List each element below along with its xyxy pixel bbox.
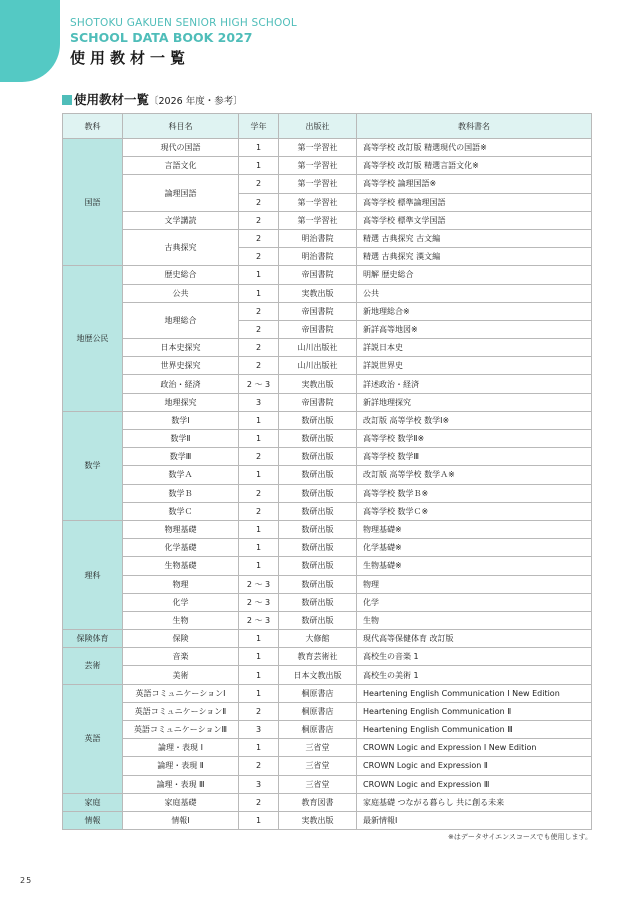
page-number: 25 <box>20 876 33 885</box>
publisher-cell: 実教出版 <box>279 811 357 829</box>
course-cell: 政治・経済 <box>123 375 239 393</box>
book-cell: 高等学校 数学Ｂ※ <box>357 484 592 502</box>
publisher-cell: 数研出版 <box>279 448 357 466</box>
grade-cell: 1 <box>239 266 279 284</box>
col-header-publisher: 出版社 <box>279 114 357 139</box>
col-header-book: 教科書名 <box>357 114 592 139</box>
table-row <box>63 593 592 611</box>
grade-cell: 2 <box>239 175 279 193</box>
book-cell: 詳述政治・経済 <box>357 375 592 393</box>
course-cell: 英語コミュニケーションⅡ <box>123 702 239 720</box>
book-cell: 高等学校 改訂版 精選言語文化※ <box>357 157 592 175</box>
table-row <box>63 229 592 247</box>
table-row <box>63 648 592 666</box>
publisher-cell: 第一学習社 <box>279 193 357 211</box>
book-cell: 物理基礎※ <box>357 520 592 538</box>
course-cell: 数学Ⅲ <box>123 448 239 466</box>
course-cell: 日本史探究 <box>123 339 239 357</box>
course-cell: 生物 <box>123 611 239 629</box>
col-header-course: 科目名 <box>123 114 239 139</box>
publisher-cell: 山川出版社 <box>279 339 357 357</box>
table-row <box>63 466 592 484</box>
publisher-cell: 帝国書院 <box>279 393 357 411</box>
grade-cell: 1 <box>239 666 279 684</box>
col-header-subject: 教科 <box>63 114 123 139</box>
grade-cell: 1 <box>239 684 279 702</box>
table-row <box>63 339 592 357</box>
course-cell: 世界史探究 <box>123 357 239 375</box>
book-cell: CROWN Logic and Expression Ⅱ <box>357 757 592 775</box>
corner-decoration <box>0 0 60 82</box>
grade-cell: 1 <box>239 411 279 429</box>
course-cell: 数学Ｃ <box>123 502 239 520</box>
book-cell: CROWN Logic and Expression Ⅲ <box>357 775 592 793</box>
table-row <box>63 484 592 502</box>
table-row <box>63 757 592 775</box>
section-title <box>62 90 243 108</box>
course-cell: 論理・表現 Ⅰ <box>123 739 239 757</box>
table-row <box>63 539 592 557</box>
book-cell: 詳説世界史 <box>357 357 592 375</box>
course-cell: 英語コミュニケーションⅢ <box>123 721 239 739</box>
book-cell: 高等学校 改訂版 精選現代の国語※ <box>357 139 592 157</box>
course-cell: 文学講読 <box>123 211 239 229</box>
book-cell: 化学基礎※ <box>357 539 592 557</box>
course-cell: 生物基礎 <box>123 557 239 575</box>
course-cell: 物理基礎 <box>123 520 239 538</box>
publisher-cell: 教育芸術社 <box>279 648 357 666</box>
publisher-cell: 桐原書店 <box>279 721 357 739</box>
subject-cell: 英語 <box>63 684 123 793</box>
course-cell: 数学Ｂ <box>123 484 239 502</box>
course-cell: 論理国語 <box>123 175 239 211</box>
table-row <box>63 739 592 757</box>
course-cell: 数学Ⅱ <box>123 430 239 448</box>
publisher-cell: 帝国書院 <box>279 320 357 338</box>
grade-cell: 1 <box>239 139 279 157</box>
course-cell: 現代の国語 <box>123 139 239 157</box>
book-cell: 高等学校 標準文学国語 <box>357 211 592 229</box>
publisher-cell: 数研出版 <box>279 466 357 484</box>
book-cell: 改訂版 高等学校 数学Ⅰ※ <box>357 411 592 429</box>
book-cell: 精選 古典探究 漢文編 <box>357 248 592 266</box>
book-cell: 高校生の音楽 1 <box>357 648 592 666</box>
course-cell: 地理総合 <box>123 302 239 338</box>
table-header-row <box>63 114 592 139</box>
course-cell: 英語コミュニケーションⅠ <box>123 684 239 702</box>
grade-cell: 1 <box>239 466 279 484</box>
course-cell: 歴史総合 <box>123 266 239 284</box>
table-row <box>63 811 592 829</box>
grade-cell: 3 <box>239 721 279 739</box>
publisher-cell: 教育図書 <box>279 793 357 811</box>
publisher-cell: 山川出版社 <box>279 357 357 375</box>
course-cell: 音楽 <box>123 648 239 666</box>
course-cell: 数学Ａ <box>123 466 239 484</box>
publisher-cell: 第一学習社 <box>279 211 357 229</box>
grade-cell: 2 <box>239 229 279 247</box>
grade-cell: 1 <box>239 630 279 648</box>
grade-cell: 1 <box>239 430 279 448</box>
grade-cell: 2 ～ 3 <box>239 375 279 393</box>
book-cell: 詳説日本史 <box>357 339 592 357</box>
publisher-cell: 数研出版 <box>279 502 357 520</box>
book-cell: 家庭基礎 つながる暮らし 共に創る未来 <box>357 793 592 811</box>
book-cell: 高等学校 標準論理国語 <box>357 193 592 211</box>
table-row <box>63 393 592 411</box>
table-row <box>63 284 592 302</box>
section-title-text: 使用教材一覧 <box>74 92 150 107</box>
page-title: 使用教材一覧 <box>70 49 191 67</box>
grade-cell: 1 <box>239 284 279 302</box>
book-cell: 高等学校 数学Ⅲ <box>357 448 592 466</box>
table-row <box>63 630 592 648</box>
table-row <box>63 793 592 811</box>
grade-cell: 1 <box>239 739 279 757</box>
subject-cell: 数学 <box>63 411 123 520</box>
grade-cell: 2 <box>239 502 279 520</box>
grade-cell: 1 <box>239 539 279 557</box>
table-row <box>63 175 592 193</box>
course-cell: 化学 <box>123 593 239 611</box>
table-row <box>63 775 592 793</box>
section-subtitle: 〔2026 年度・参考〕 <box>149 96 243 107</box>
table-row <box>63 211 592 229</box>
publisher-cell: 明治書院 <box>279 248 357 266</box>
table-row <box>63 430 592 448</box>
publisher-cell: 数研出版 <box>279 520 357 538</box>
book-cell: 現代高等保健体育 改訂版 <box>357 630 592 648</box>
book-cell: 最新情報Ⅰ <box>357 811 592 829</box>
book-cell: 公共 <box>357 284 592 302</box>
book-cell: 高等学校 論理国語※ <box>357 175 592 193</box>
table-row <box>63 666 592 684</box>
grade-cell: 3 <box>239 393 279 411</box>
book-cell: CROWN Logic and Expression Ⅰ New Edition <box>357 739 592 757</box>
book-cell: 高等学校 数学Ｃ※ <box>357 502 592 520</box>
grade-cell: 2 <box>239 357 279 375</box>
publisher-cell: 数研出版 <box>279 411 357 429</box>
course-cell: 数学Ⅰ <box>123 411 239 429</box>
grade-cell: 2 <box>239 302 279 320</box>
course-cell: 化学基礎 <box>123 539 239 557</box>
school-name: SHOTOKU GAKUEN SENIOR HIGH SCHOOL <box>70 17 297 29</box>
section-marker-icon <box>62 95 72 105</box>
course-cell: 古典探究 <box>123 229 239 265</box>
book-cell: 新地理総合※ <box>357 302 592 320</box>
table-row <box>63 411 592 429</box>
footnote: ※はデータサイエンスコースでも使用します。 <box>448 833 592 841</box>
publisher-cell: 桐原書店 <box>279 702 357 720</box>
book-cell: 生物 <box>357 611 592 629</box>
subject-cell: 芸術 <box>63 648 123 684</box>
table-row <box>63 502 592 520</box>
book-cell: 精選 古典探究 古文編 <box>357 229 592 247</box>
grade-cell: 2 <box>239 339 279 357</box>
course-cell: 論理・表現 Ⅱ <box>123 757 239 775</box>
table-row <box>63 357 592 375</box>
book-cell: 新詳高等地図※ <box>357 320 592 338</box>
grade-cell: 2 <box>239 448 279 466</box>
table-row <box>63 266 592 284</box>
grade-cell: 3 <box>239 775 279 793</box>
grade-cell: 1 <box>239 557 279 575</box>
publisher-cell: 数研出版 <box>279 557 357 575</box>
publisher-cell: 三省堂 <box>279 757 357 775</box>
table-row <box>63 520 592 538</box>
table-row <box>63 557 592 575</box>
book-cell: 物理 <box>357 575 592 593</box>
publisher-cell: 数研出版 <box>279 484 357 502</box>
table-row <box>63 448 592 466</box>
book-cell: 改訂版 高等学校 数学Ａ※ <box>357 466 592 484</box>
grade-cell: 2 <box>239 757 279 775</box>
textbook-table <box>62 113 592 830</box>
table-row <box>63 157 592 175</box>
book-title: SCHOOL DATA BOOK 2027 <box>70 30 253 45</box>
subject-cell: 保険体育 <box>63 630 123 648</box>
grade-cell: 2 <box>239 211 279 229</box>
col-header-grade: 学年 <box>239 114 279 139</box>
book-cell: 生物基礎※ <box>357 557 592 575</box>
table-row <box>63 702 592 720</box>
publisher-cell: 桐原書店 <box>279 684 357 702</box>
table-row <box>63 575 592 593</box>
grade-cell: 1 <box>239 520 279 538</box>
subject-cell: 国語 <box>63 139 123 266</box>
publisher-cell: 帝国書院 <box>279 302 357 320</box>
subject-cell: 理科 <box>63 520 123 629</box>
course-cell: 公共 <box>123 284 239 302</box>
book-cell: 高等学校 数学Ⅱ※ <box>357 430 592 448</box>
book-cell: 明解 歴史総合 <box>357 266 592 284</box>
publisher-cell: 数研出版 <box>279 611 357 629</box>
course-cell: 地理探究 <box>123 393 239 411</box>
publisher-cell: 三省堂 <box>279 739 357 757</box>
book-cell: 新詳地理探究 <box>357 393 592 411</box>
publisher-cell: 第一学習社 <box>279 139 357 157</box>
subject-cell: 地歴公民 <box>63 266 123 412</box>
publisher-cell: 明治書院 <box>279 229 357 247</box>
book-cell: Heartening English Communication Ⅱ <box>357 702 592 720</box>
grade-cell: 2 <box>239 793 279 811</box>
grade-cell: 2 <box>239 320 279 338</box>
table-row <box>63 611 592 629</box>
book-cell: Heartening English Communication Ⅲ <box>357 721 592 739</box>
subject-cell: 家庭 <box>63 793 123 811</box>
grade-cell: 2 <box>239 484 279 502</box>
table-row <box>63 375 592 393</box>
course-cell: 情報Ⅰ <box>123 811 239 829</box>
course-cell: 保険 <box>123 630 239 648</box>
grade-cell: 1 <box>239 648 279 666</box>
publisher-cell: 第一学習社 <box>279 157 357 175</box>
course-cell: 美術 <box>123 666 239 684</box>
book-cell: 高校生の美術 1 <box>357 666 592 684</box>
subject-cell: 情報 <box>63 811 123 829</box>
publisher-cell: 数研出版 <box>279 575 357 593</box>
publisher-cell: 第一学習社 <box>279 175 357 193</box>
grade-cell: 1 <box>239 811 279 829</box>
grade-cell: 2 ～ 3 <box>239 593 279 611</box>
publisher-cell: 数研出版 <box>279 430 357 448</box>
course-cell: 家庭基礎 <box>123 793 239 811</box>
table-row <box>63 139 592 157</box>
publisher-cell: 実教出版 <box>279 375 357 393</box>
publisher-cell: 帝国書院 <box>279 266 357 284</box>
publisher-cell: 数研出版 <box>279 593 357 611</box>
publisher-cell: 日本文教出版 <box>279 666 357 684</box>
book-cell: 化学 <box>357 593 592 611</box>
grade-cell: 1 <box>239 157 279 175</box>
book-cell: Heartening English Communication Ⅰ New Edition <box>357 684 592 702</box>
course-cell: 物理 <box>123 575 239 593</box>
publisher-cell: 数研出版 <box>279 539 357 557</box>
table-row <box>63 684 592 702</box>
publisher-cell: 三省堂 <box>279 775 357 793</box>
grade-cell: 2 ～ 3 <box>239 575 279 593</box>
publisher-cell: 大修館 <box>279 630 357 648</box>
grade-cell: 2 <box>239 248 279 266</box>
grade-cell: 2 <box>239 193 279 211</box>
table-row <box>63 302 592 320</box>
publisher-cell: 実教出版 <box>279 284 357 302</box>
course-cell: 論理・表現 Ⅲ <box>123 775 239 793</box>
grade-cell: 2 <box>239 702 279 720</box>
grade-cell: 2 ～ 3 <box>239 611 279 629</box>
table-row <box>63 721 592 739</box>
course-cell: 言語文化 <box>123 157 239 175</box>
